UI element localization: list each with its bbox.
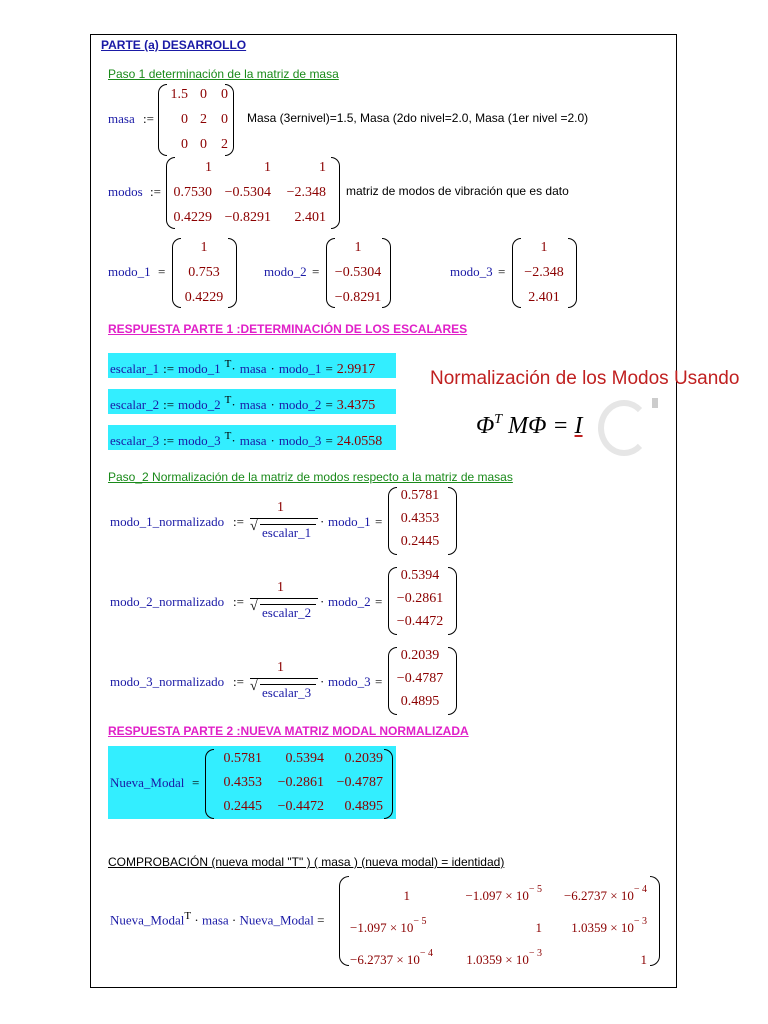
normalized-dot: ·	[320, 674, 325, 689]
check-cell	[350, 948, 647, 968]
inset-rest: MΦ =	[502, 413, 575, 439]
escalar-masa: masa	[239, 397, 267, 412]
escalar-dot: ·	[231, 433, 236, 448]
matrix-cell: 0.4353	[223, 775, 262, 790]
answer2-heading: RESPUESTA PARTE 2 :NUEVA MATRIZ MODAL NORMALIZADA	[108, 724, 469, 738]
matrix-cell: 2	[200, 112, 207, 127]
modo-value: −0.5304	[334, 265, 382, 280]
escalar-eq: =	[325, 361, 333, 376]
escalar-modo: modo_3	[178, 433, 221, 448]
modos-note: matriz de modos de vibración que es dato	[346, 184, 569, 198]
fraction-bar	[250, 678, 318, 679]
modos-label: modos	[108, 184, 143, 199]
nueva-modal-right-paren	[384, 749, 393, 819]
normalized-value: 0.5394	[400, 568, 440, 583]
matrix-cell: 2.401	[294, 210, 326, 225]
escalar-lhs: escalar_1	[110, 361, 160, 376]
check-mantissa: −6.2737 × 10	[563, 888, 634, 903]
normalized-right-paren	[448, 567, 457, 635]
modo-label: modo_1	[108, 264, 151, 279]
escalar-masa: masa	[239, 433, 267, 448]
check-mantissa: 1	[403, 888, 410, 903]
page-frame	[90, 34, 677, 988]
normalized-eq: =	[375, 674, 383, 689]
escalar-sup: T	[224, 430, 232, 442]
matrix-cell: −2.348	[286, 185, 326, 200]
normalized-label: modo_1_normalizado	[110, 514, 225, 529]
normalized-eq: =	[375, 514, 383, 529]
inset-sup-t: T	[494, 412, 503, 427]
normalized-right-paren	[448, 487, 457, 555]
normalized-label: modo_2_normalizado	[110, 594, 225, 609]
check-mantissa: −1.097 × 10	[465, 888, 529, 903]
matrix-cell: 0.5781	[223, 751, 262, 766]
sqrt-icon: √	[250, 599, 258, 614]
matrix-cell: 0	[221, 87, 228, 102]
escalar-lhs: escalar_3	[110, 433, 160, 448]
normalized-label: modo_3_normalizado	[110, 674, 225, 689]
modo-value: −2.348	[524, 265, 564, 280]
normalized-value: −0.4787	[396, 671, 444, 686]
check-exponent: − 5	[413, 916, 427, 927]
modo-eq: =	[498, 264, 506, 279]
escalar-assign: :=	[163, 361, 175, 376]
modo-label: modo_2	[264, 264, 307, 279]
escalar-modo_r: modo_3	[278, 433, 322, 448]
escalar-modo: modo_2	[178, 397, 221, 412]
check-sup: T	[184, 910, 192, 922]
inset-identity: I	[574, 413, 583, 439]
escalar-masa: masa	[239, 361, 267, 376]
matrix-cell: 1	[264, 160, 271, 175]
nueva-modal-eq: =	[192, 775, 200, 790]
check-masa: masa	[201, 912, 229, 928]
matrix-cell: 1	[205, 160, 212, 175]
matrix-cell: 0.4895	[344, 799, 383, 814]
step1-heading: Paso 1 determinación de la matriz de masa	[108, 67, 339, 81]
normalized-value: 0.2445	[400, 534, 440, 549]
normalized-value: −0.4472	[396, 614, 444, 629]
fraction-bar	[250, 598, 318, 599]
check-exponent: − 3	[633, 916, 647, 927]
answer1-heading: RESPUESTA PARTE 1 :DETERMINACIÓN DE LOS ESCALARES	[108, 322, 468, 336]
escalar-assign: :=	[163, 433, 175, 448]
normalized-value: 0.5781	[400, 488, 440, 503]
nueva-modal-label: Nueva_Modal	[110, 775, 185, 790]
escalar-dot: ·	[231, 361, 236, 376]
normalized-value: 0.4353	[400, 511, 440, 526]
check-lhs2: Nueva_Modal	[239, 912, 314, 928]
normalized-value: −0.2861	[396, 591, 444, 606]
sqrt-icon: √	[250, 679, 258, 694]
check-cell	[350, 884, 647, 904]
matrix-cell: −0.2861	[277, 775, 324, 790]
escalar-value: 24.0558	[336, 434, 383, 449]
normalized-modo: modo_3	[328, 674, 371, 689]
normalized-value: 0.2039	[400, 648, 440, 663]
masa-note: Masa (3ernivel)=1.5, Masa (2do nivel=2.0, Masa (1er nivel =2.0)	[247, 111, 589, 125]
matrix-cell: 0	[200, 137, 207, 152]
matrix-cell: −0.8291	[224, 210, 271, 225]
normalized-value: 0.4895	[400, 694, 440, 709]
inset-decoration-circle	[598, 400, 650, 456]
escalar-dot: ·	[231, 397, 236, 412]
normalized-dot: ·	[320, 514, 325, 529]
matrix-cell: 0	[221, 112, 228, 127]
normalized-dot: ·	[320, 594, 325, 609]
modo-value: 0.4229	[184, 290, 224, 305]
escalar-equation	[110, 430, 386, 450]
inset-formula	[476, 412, 583, 440]
matrix-cell: 0.5394	[285, 751, 324, 766]
check-eq: =	[317, 912, 325, 928]
matrix-cell: 2	[221, 137, 228, 152]
check-mantissa: 1	[535, 920, 542, 935]
matrix-cell: 1	[319, 160, 326, 175]
escalar-lhs: escalar_2	[110, 397, 160, 412]
escalar-dot: ·	[270, 397, 275, 412]
modo-value: 1	[540, 240, 548, 255]
escalar-sup: T	[224, 394, 232, 406]
escalar-modo: modo_1	[178, 361, 221, 376]
matrix-cell: 0	[200, 87, 207, 102]
escalar-eq: =	[325, 433, 333, 448]
check-mantissa: 1.0359 × 10	[571, 920, 634, 935]
escalar-eq: =	[325, 397, 333, 412]
matrix-cell: 0.7530	[173, 185, 212, 200]
escalar-assign: :=	[163, 397, 175, 412]
matrix-cell: 0	[181, 112, 188, 127]
masa-label: masa	[108, 111, 135, 126]
fraction-numerator: 1	[277, 580, 284, 595]
check-mantissa: 1.0359 × 10	[466, 952, 529, 967]
escalar-value: 3.4375	[336, 398, 376, 413]
check-expression	[110, 910, 324, 928]
sqrt-icon: √	[250, 519, 258, 534]
escalar-modo_r: modo_1	[278, 361, 322, 376]
fraction-bar	[250, 518, 318, 519]
masa-assign: :=	[143, 111, 154, 126]
check-heading: COMPROBACIÓN (nueva modal "T" ) ( masa ) (nueva modal) = identidad)	[108, 855, 505, 869]
modos-right-paren	[331, 157, 340, 229]
modo-eq: =	[312, 264, 320, 279]
check-mantissa: −6.2737 × 10	[350, 952, 420, 967]
check-dot1: ·	[194, 912, 199, 928]
matrix-cell: 0	[181, 137, 188, 152]
modo-value: 0.753	[188, 265, 220, 280]
escalar-equation	[110, 394, 379, 414]
modo-label: modo_3	[450, 264, 493, 279]
normalized-modo: modo_1	[328, 514, 371, 529]
matrix-cell: 0.2039	[344, 751, 383, 766]
normalized-assign: :=	[233, 514, 244, 529]
modo-value: 1	[354, 240, 362, 255]
check-cell	[350, 916, 647, 936]
inset-title: Normalización de los Modos Usando	[430, 368, 740, 389]
check-mantissa: −1.097 × 10	[350, 920, 414, 935]
matrix-cell: −0.5304	[224, 185, 271, 200]
modo-value: 1	[200, 240, 208, 255]
step2-heading: Paso_2 Normalización de la matriz de modos respecto a la matriz de masas	[108, 470, 513, 484]
escalar-dot: ·	[270, 361, 275, 376]
matrix-cell: −0.4472	[277, 799, 324, 814]
matrix-cell: −0.4787	[336, 775, 383, 790]
normalized-assign: :=	[233, 594, 244, 609]
check-exponent: − 4	[419, 948, 434, 959]
section-heading-parte-a: PARTE (a) DESARROLLO	[101, 38, 247, 52]
check-lhs1: Nueva_Modal	[110, 912, 185, 928]
matrix-cell: 1.5	[170, 87, 188, 102]
check-exponent: − 4	[633, 884, 647, 895]
matrix-cell: 0.4229	[173, 210, 212, 225]
inset-phi: Φ	[476, 413, 495, 439]
fraction-denominator: escalar_2	[262, 605, 312, 620]
modo-value: 2.401	[528, 290, 560, 305]
check-dot2: ·	[231, 912, 237, 928]
modo-value: −0.8291	[334, 290, 382, 305]
check-left-paren	[339, 876, 349, 966]
modo-eq: =	[158, 264, 166, 279]
check-mantissa: 1	[640, 952, 647, 967]
inset-decoration-mark	[652, 398, 658, 408]
normalized-modo: modo_2	[328, 594, 371, 609]
escalar-value: 2.9917	[336, 362, 376, 377]
fraction-denominator: escalar_1	[262, 525, 312, 540]
escalar-equation	[110, 358, 379, 378]
check-right-paren	[650, 876, 660, 966]
check-exponent: − 5	[528, 884, 542, 895]
fraction-numerator: 1	[277, 660, 284, 675]
fraction-numerator: 1	[277, 500, 284, 515]
modos-assign: :=	[150, 184, 161, 199]
normalized-eq: =	[375, 594, 383, 609]
escalar-sup: T	[224, 358, 232, 370]
fraction-denominator: escalar_3	[262, 685, 312, 700]
matrix-cell: 0.2445	[223, 799, 262, 814]
escalar-modo_r: modo_2	[278, 397, 322, 412]
normalized-assign: :=	[233, 674, 244, 689]
escalar-dot: ·	[270, 433, 275, 448]
normalized-right-paren	[448, 647, 457, 715]
check-exponent: − 3	[528, 948, 542, 959]
